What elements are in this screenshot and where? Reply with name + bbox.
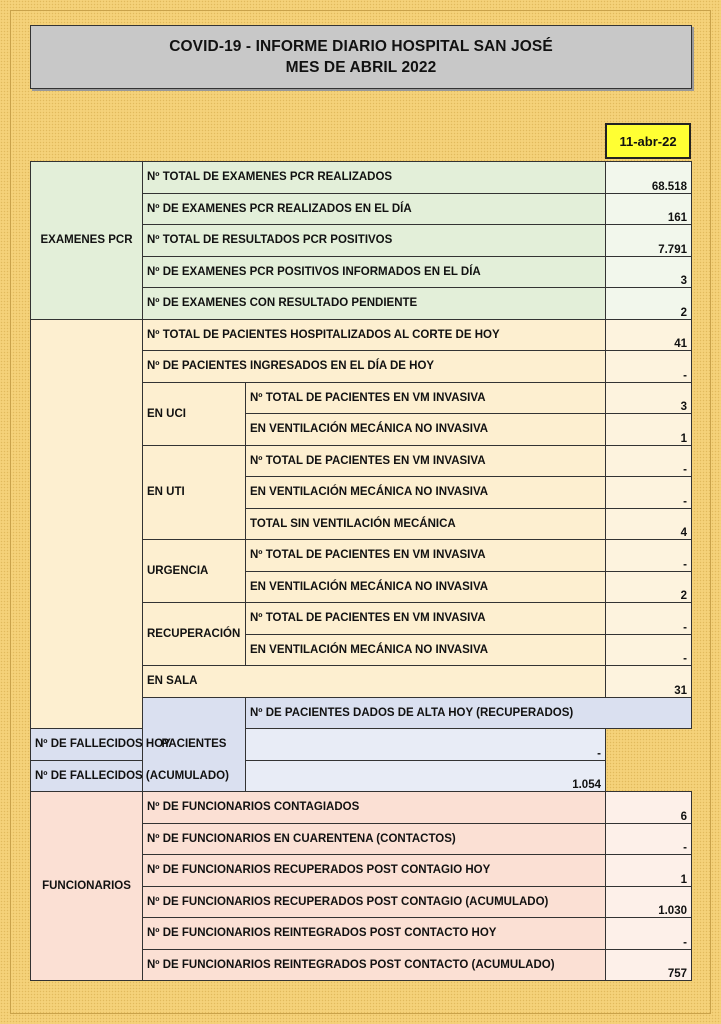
category-hospitalizados — [31, 319, 143, 729]
row-label: Nº DE EXAMENES CON RESULTADO PENDIENTE — [143, 288, 606, 320]
row-label: Nº DE FUNCIONARIOS CONTAGIADOS — [143, 792, 606, 824]
row-label: Nº TOTAL DE PACIENTES EN VM INVASIVA — [246, 382, 606, 414]
table-row — [31, 792, 692, 824]
row-label: EN VENTILACIÓN MECÁNICA NO INVASIVA — [246, 571, 606, 603]
row-label: Nº DE FALLECIDOS (ACUMULADO) — [31, 760, 246, 792]
row-value: - — [606, 477, 692, 509]
row-value: 68.518 — [606, 162, 692, 194]
row-label: Nº DE EXAMENES PCR REALIZADOS EN EL DÍA — [143, 193, 606, 225]
subgroup-recuperacion: RECUPERACIÓN — [143, 603, 246, 666]
row-label: Nº DE PACIENTES DADOS DE ALTA HOY (RECUPERADOS) — [246, 697, 692, 729]
subgroup-urgencia: URGENCIA — [143, 540, 246, 603]
row-label: Nº TOTAL DE PACIENTES EN VM INVASIVA — [246, 445, 606, 477]
row-value: 1 — [606, 855, 692, 887]
row-value: 2 — [606, 288, 692, 320]
table-row — [31, 319, 692, 351]
row-value: 4 — [606, 508, 692, 540]
row-label: TOTAL SIN VENTILACIÓN MECÁNICA — [246, 508, 606, 540]
row-label: Nº DE FUNCIONARIOS RECUPERADOS POST CONTAGIO HOY — [143, 855, 606, 887]
row-label: Nº TOTAL DE PACIENTES EN VM INVASIVA — [246, 540, 606, 572]
row-value: - — [606, 634, 692, 666]
row-value: 3 — [606, 256, 692, 288]
category-pacientes: PACIENTES — [143, 697, 246, 792]
row-label: EN SALA — [143, 666, 606, 698]
row-label: Nº DE FUNCIONARIOS EN CUARENTENA (CONTACTOS) — [143, 823, 606, 855]
row-value: - — [606, 603, 692, 635]
subgroup-uci: EN UCI — [143, 382, 246, 445]
table-row — [31, 760, 692, 792]
row-label: Nº DE EXAMENES PCR POSITIVOS INFORMADOS EN EL DÍA — [143, 256, 606, 288]
row-value: - — [606, 823, 692, 855]
row-value: - — [246, 729, 606, 761]
row-value: - — [606, 351, 692, 383]
row-value: 7.791 — [606, 225, 692, 257]
row-label: Nº DE PACIENTES INGRESADOS EN EL DÍA DE HOY — [143, 351, 606, 383]
row-value: 161 — [606, 193, 692, 225]
row-value: 1 — [606, 414, 692, 446]
report-title-box — [30, 25, 692, 89]
row-value: - — [606, 540, 692, 572]
report-subtitle: MES DE ABRIL 2022 — [285, 59, 437, 76]
table-row — [31, 162, 692, 194]
row-label: Nº TOTAL DE EXAMENES PCR REALIZADOS — [143, 162, 606, 194]
row-value: 757 — [606, 949, 692, 981]
subgroup-uti: EN UTI — [143, 445, 246, 540]
row-value: 2 — [606, 571, 692, 603]
report-table — [30, 161, 692, 981]
row-label: Nº TOTAL DE RESULTADOS PCR POSITIVOS — [143, 225, 606, 257]
row-value: 6 — [606, 792, 692, 824]
report-date: 11-abr-22 — [605, 123, 691, 159]
row-label: EN VENTILACIÓN MECÁNICA NO INVASIVA — [246, 477, 606, 509]
category-funcionarios: FUNCIONARIOS — [31, 792, 143, 981]
row-label: EN VENTILACIÓN MECÁNICA NO INVASIVA — [246, 414, 606, 446]
row-label: EN VENTILACIÓN MECÁNICA NO INVASIVA — [246, 634, 606, 666]
row-label: Nº DE FUNCIONARIOS REINTEGRADOS POST CONTACTO HOY — [143, 918, 606, 950]
category-examenes-pcr: EXAMENES PCR — [31, 162, 143, 320]
row-value: - — [606, 445, 692, 477]
row-label: Nº DE FUNCIONARIOS RECUPERADOS POST CONTAGIO (ACUMULADO) — [143, 886, 606, 918]
row-value: 1.030 — [606, 886, 692, 918]
row-value: 31 — [606, 666, 692, 698]
row-label: Nº DE FUNCIONARIOS REINTEGRADOS POST CONTACTO (ACUMULADO) — [143, 949, 606, 981]
row-label: Nº TOTAL DE PACIENTES EN VM INVASIVA — [246, 603, 606, 635]
row-value: 3 — [606, 382, 692, 414]
row-label: Nº DE FALLECIDOS HOY — [31, 729, 246, 761]
row-label: Nº TOTAL DE PACIENTES HOSPITALIZADOS AL CORTE DE HOY — [143, 319, 606, 351]
row-value: 1.054 — [246, 760, 606, 792]
row-value: - — [606, 918, 692, 950]
report-title: COVID-19 - INFORME DIARIO HOSPITAL SAN JOSÉ — [169, 38, 553, 55]
row-value: 41 — [606, 319, 692, 351]
table-row — [31, 729, 692, 761]
